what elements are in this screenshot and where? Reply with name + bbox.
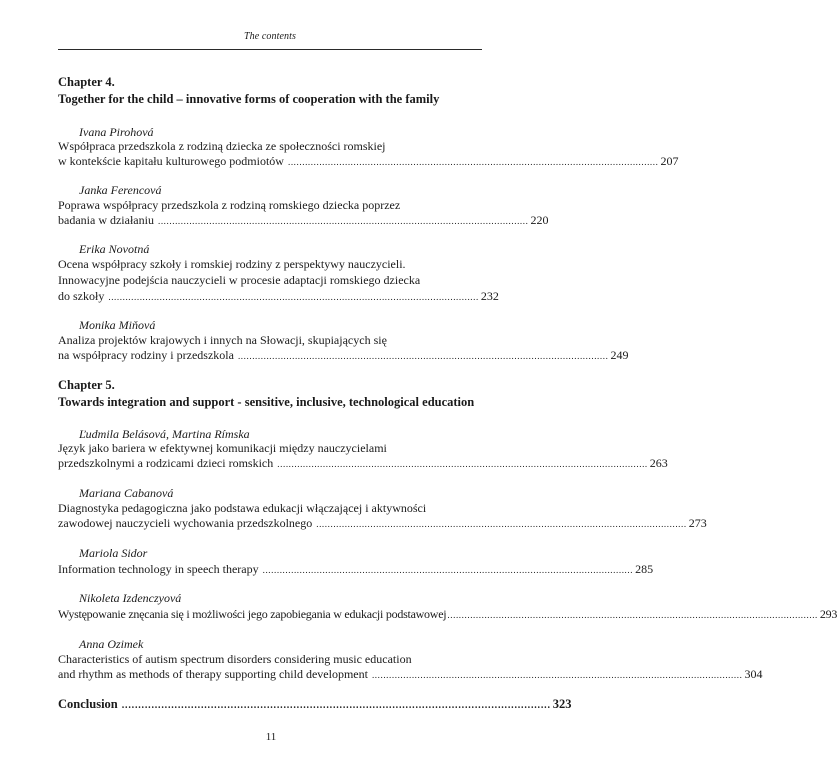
entry-title-line: Język jako bariera w efektywnej komunikacji między nauczycielami — [58, 441, 387, 455]
conclusion-label: Conclusion — [58, 697, 118, 711]
chapter-title: Towards integration and support - sensitive, inclusive, technological education — [58, 395, 475, 409]
entry-page-number: 293 — [819, 607, 837, 621]
dot-leader: .................................................................................................................................. — [277, 459, 648, 469]
entry-title-line: Diagnostyka pedagogiczna jako podstawa edukacji włączającej i aktywności — [58, 501, 427, 515]
entry-title-line: na współpracy rodziny i przedszkola — [58, 348, 234, 362]
entry-title-line: and rhythm as methods of therapy supporting child development — [58, 667, 368, 681]
entry-title-line: badania w działaniu — [58, 213, 154, 227]
dot-leader: .................................................................................................................................. — [157, 216, 529, 226]
entry-title-line: Analiza projektów krajowych i innych na Słowacji, skupiających się — [58, 333, 387, 347]
dot-leader: .................................................................................................................................. — [287, 157, 659, 167]
chapter-number: Chapter 4. — [58, 75, 115, 89]
dot-leader: .................................................................................................................................. — [447, 610, 818, 620]
entry-page-number: 263 — [649, 456, 668, 470]
entry-page-number: 207 — [660, 154, 679, 168]
entry-title-line: Ocena współpracy szkoły i romskiej rodziny z perspektywy nauczycieli. — [58, 257, 406, 271]
entry-author: Monika Miňová — [79, 318, 156, 332]
entry-author: Ivana Pirohová — [79, 125, 154, 139]
header-rule — [58, 49, 482, 50]
dot-leader: .................................................................................................................................. — [262, 565, 634, 575]
conclusion-entry-link[interactable] — [58, 696, 572, 714]
entry-author: Mariana Cabanová — [79, 486, 174, 500]
entry-title-line: Współpraca przedszkola z rodziną dziecka ze społeczności romskiej — [58, 139, 386, 153]
toc-entry-link[interactable] — [58, 153, 679, 170]
entry-title-line: zawodowej nauczycieli wychowania przedszkolnego — [58, 516, 313, 530]
entry-title-line: Innowacyjne podejścia nauczycieli w procesie adaptacji romskiego dziecka — [58, 273, 421, 287]
entry-page-number: 232 — [480, 289, 499, 303]
entry-page-number: 304 — [744, 667, 763, 681]
entry-author: Nikoleta Izdenczyová — [79, 591, 182, 605]
entry-title-line: przedszkolnymi a rodzicami dzieci romskich — [58, 456, 274, 470]
entry-page-number: 249 — [610, 348, 629, 362]
entry-page-number: 285 — [635, 562, 654, 576]
entry-author: Erika Novotná — [79, 242, 150, 256]
running-head: The contents — [243, 31, 297, 42]
entry-author: Janka Ferencová — [79, 183, 162, 197]
entry-page-number: 323 — [552, 697, 572, 711]
entry-page-number: 220 — [530, 213, 549, 227]
entry-title-line: w kontekście kapitału kulturowego podmiotów — [58, 154, 284, 168]
toc-entry-link[interactable] — [58, 515, 707, 532]
dot-leader: .................................................................................................................................. — [121, 700, 551, 711]
toc-entry-link[interactable] — [58, 212, 549, 229]
toc-entry-link[interactable] — [58, 455, 668, 472]
entry-page-number: 273 — [688, 516, 707, 530]
entry-title-line: Poprawa współpracy przedszkola z rodziną romskiego dziecka poprzez — [58, 198, 401, 212]
toc-entry-link[interactable] — [58, 347, 629, 364]
toc-entry-link[interactable] — [58, 606, 837, 623]
entry-title-line: Information technology in speech therapy — [58, 562, 259, 576]
entry-author: Ľudmila Belásová, Martina Rímska — [79, 427, 250, 441]
dot-leader: .................................................................................................................................. — [237, 351, 609, 361]
entry-title-line: Występowanie znęcania się i możliwości jego zapobiegania w edukacji podstawowej — [58, 607, 447, 621]
entry-title-line: Characteristics of autism spectrum disorders considering music education — [58, 652, 412, 666]
dot-leader: .................................................................................................................................. — [371, 670, 743, 680]
toc-entry-link[interactable] — [58, 666, 763, 683]
page-number: 11 — [265, 731, 277, 743]
entry-author: Anna Ozimek — [79, 637, 144, 651]
chapter-title: Together for the child – innovative forms of cooperation with the family — [58, 92, 440, 106]
dot-leader: .................................................................................................................................. — [316, 519, 687, 529]
dot-leader: .................................................................................................................................. — [108, 292, 479, 302]
chapter-number: Chapter 5. — [58, 378, 115, 392]
toc-entry-link[interactable] — [58, 561, 654, 578]
entry-author: Mariola Sidor — [79, 546, 148, 560]
entry-title-line: do szkoły — [58, 289, 105, 303]
toc-entry-link[interactable] — [58, 288, 499, 305]
